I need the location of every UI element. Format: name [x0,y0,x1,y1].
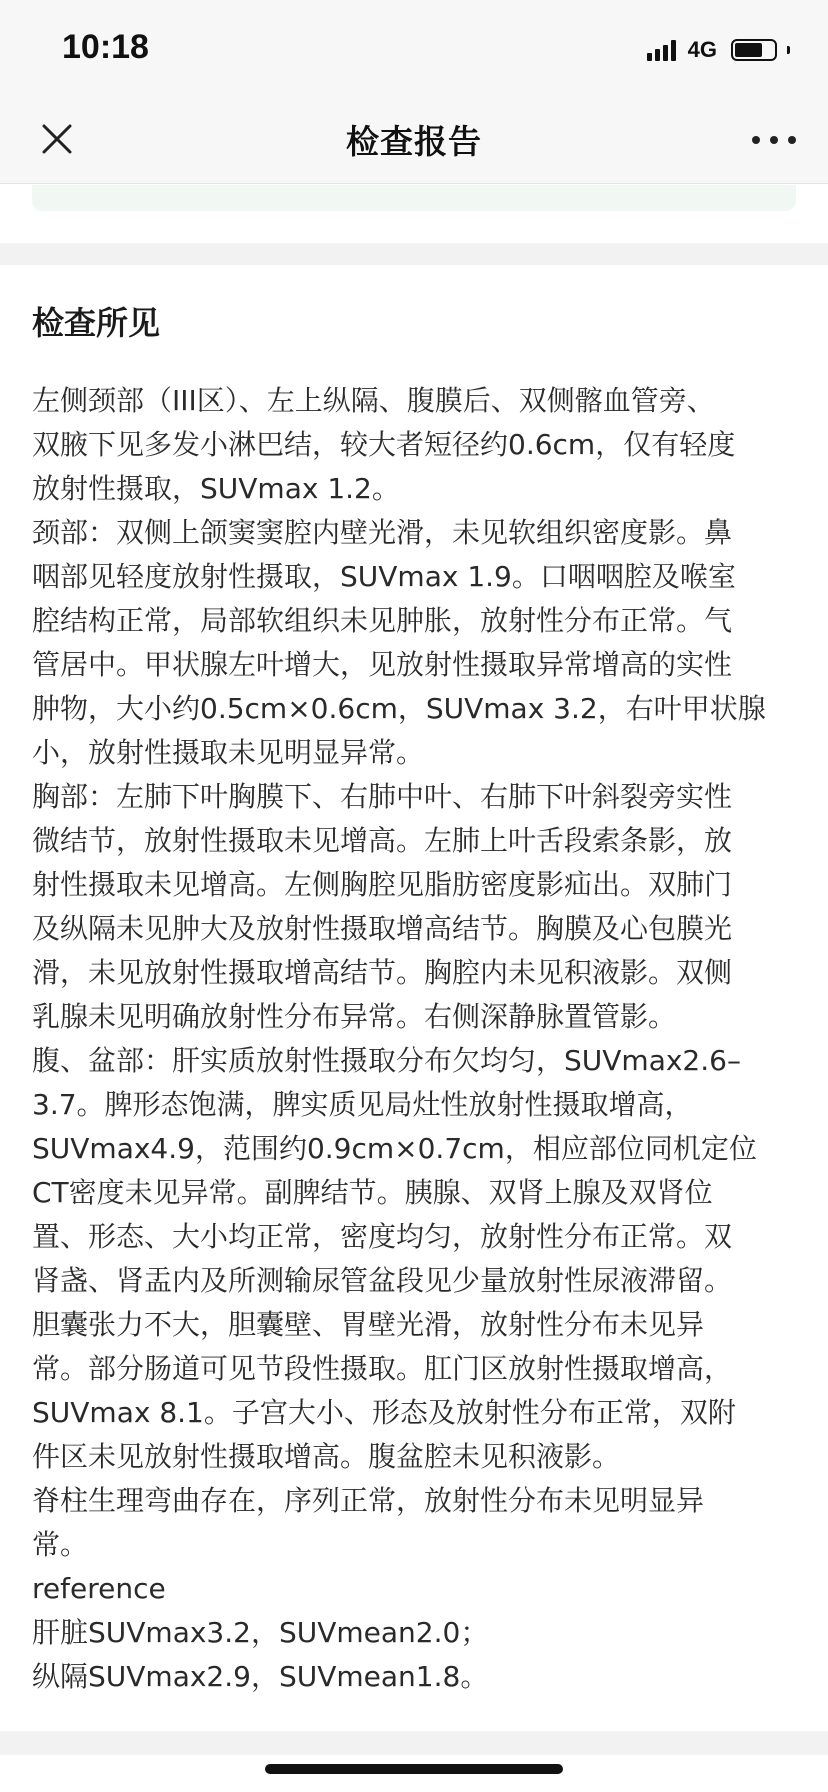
findings-text [32,379,796,1699]
status-bar [0,0,828,96]
finding-line: 腔结构正常，局部软组织未见肿胀，放射性分布正常。气 [32,604,733,637]
finding-line: 肿物，大小约0.5cm×0.6cm，SUVmax 3.2，右叶甲状腺 [32,692,766,725]
network-type: 4G [687,37,717,62]
report-content[interactable] [0,185,828,1792]
battery-icon [731,39,777,61]
finding-line: 常。部分肠道可见节段性摄取。肛门区放射性摄取增高， [32,1352,733,1385]
status-time: 10:18 [62,28,149,66]
finding-line: 肾盏、肾盂内及所测输尿管盆段见少量放射性尿液滞留。 [32,1264,733,1297]
finding-line: 胸部：左肺下叶胸膜下、右肺中叶、右肺下叶斜裂旁实性 [32,780,733,813]
previous-card [32,185,796,211]
finding-line: 滑，未见放射性摄取增高结节。胸腔内未见积液影。双侧 [32,956,733,989]
finding-line: 肝脏SUVmax3.2，SUVmean2.0； [32,1616,489,1649]
more-icon-dot [752,136,760,144]
finding-line: 射性摄取未见增高。左侧胸腔见脂肪密度影疝出。双肺门 [32,868,733,901]
finding-line: 胆囊张力不大，胆囊壁、胃壁光滑，放射性分布未见异 [32,1308,705,1341]
finding-line: 乳腺未见明确放射性分布异常。右侧深静脉置管影。 [32,1000,677,1033]
finding-line: 左侧颈部（III区）、左上纵隔、腹膜后、双侧髂血管旁、 [32,384,715,417]
finding-line: 小，放射性摄取未见明显异常。 [32,736,425,769]
section-title: 检查所见 [32,304,161,342]
status-indicators [647,36,790,64]
finding-line: 常。 [32,1528,89,1561]
finding-line: 3.7。脾形态饱满，脾实质见局灶性放射性摄取增高， [32,1088,693,1121]
finding-line: SUVmax 8.1。子宫大小、形态及放射性分布正常，双附 [32,1396,736,1429]
finding-line: SUVmax4.9，范围约0.9cm×0.7cm，相应部位同机定位 [32,1132,757,1165]
battery-cap [787,46,790,54]
finding-line: 微结节，放射性摄取未见增高。左肺上叶舌段索条影，放 [32,824,733,857]
finding-line: 纵隔SUVmax2.9，SUVmean1.8。 [32,1660,489,1693]
page-title: 检查报告 [346,122,482,161]
more-icon-dot [788,136,796,144]
finding-line: CT密度未见异常。副脾结节。胰腺、双肾上腺及双肾位 [32,1176,713,1209]
finding-line: 及纵隔未见肿大及放射性摄取增高结节。胸膜及心包膜光 [32,912,733,945]
finding-line: 置、形态、大小均正常，密度均匀，放射性分布正常。双 [32,1220,733,1253]
more-button[interactable] [752,122,796,158]
signal-icon [647,39,676,61]
home-indicator[interactable] [265,1764,563,1774]
finding-line: reference [32,1572,166,1605]
finding-line: 颈部：双侧上颌窦窦腔内壁光滑，未见软组织密度影。鼻 [32,516,733,549]
finding-line: 管居中。甲状腺左叶增大，见放射性摄取异常增高的实性 [32,648,733,681]
finding-line: 放射性摄取，SUVmax 1.2。 [32,472,400,505]
finding-line: 双腋下见多发小淋巴结，较大者短径约0.6cm，仅有轻度 [32,428,736,461]
more-icon-dot [770,136,778,144]
finding-line: 腹、盆部：肝实质放射性摄取分布欠均匀，SUVmax2.6– [32,1044,741,1077]
findings-section [0,265,828,1699]
finding-line: 脊柱生理弯曲存在，序列正常，放射性分布未见明显异 [32,1484,705,1517]
section-divider [0,243,828,265]
battery-level [735,43,762,57]
navigation-bar [0,96,828,184]
section-divider-bottom [0,1731,828,1755]
finding-line: 件区未见放射性摄取增高。腹盆腔未见积液影。 [32,1440,621,1473]
finding-line: 咽部见轻度放射性摄取，SUVmax 1.9。口咽咽腔及喉室 [32,560,736,593]
